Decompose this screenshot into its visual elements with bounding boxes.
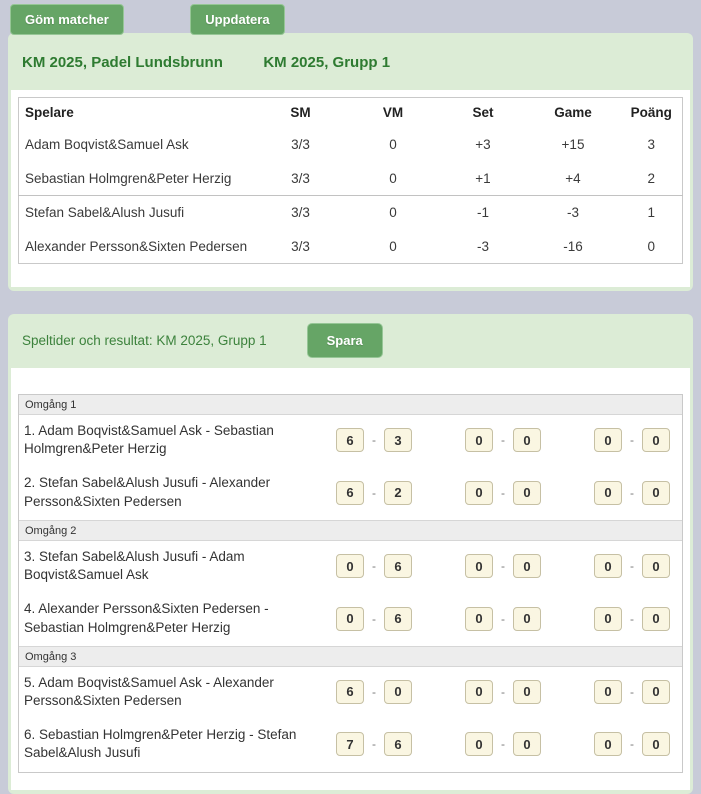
standings-cell-game: +15 [561,137,585,152]
score-dash: - [372,485,376,500]
standings-cell-set: +1 [475,170,491,186]
standings-cell-vm: 0 [346,196,441,230]
set-score-input[interactable] [384,732,412,756]
match-container [18,394,683,773]
standings-cell-player: Sebastian Holmgren&Peter Herzig [25,170,232,186]
set-group [465,554,541,578]
standings-cell-game: -16 [563,238,583,254]
set-score-input[interactable] [642,554,670,578]
score-dash: - [630,559,634,574]
set-score-input[interactable] [513,607,541,631]
standings-cell-sm: 3/3 [291,170,310,186]
standings-cell-player: Adam Boqvist&Samuel Ask [25,137,189,152]
set-score-input[interactable] [594,481,622,505]
set-score-input[interactable] [642,732,670,756]
score-dash: - [501,485,505,500]
set-score-input[interactable] [336,680,364,704]
set-group [336,732,412,756]
set-score-input[interactable] [384,607,412,631]
score-dash: - [630,485,634,500]
set-score-input[interactable] [594,732,622,756]
match-row [19,541,682,593]
standings-cell-poang: 3 [647,137,655,152]
set-score-input[interactable] [336,481,364,505]
set-score-input[interactable] [465,607,493,631]
standings-cell-vm: 0 [389,137,397,152]
standings-cell-vm: 0 [389,238,397,254]
set-group [336,428,412,452]
set-score-input[interactable] [336,732,364,756]
match-row [19,719,682,771]
standings-cell-set: -1 [441,196,526,230]
set-score-input[interactable] [642,481,670,505]
set-group [594,732,670,756]
score-dash: - [372,737,376,752]
set-score-input[interactable] [594,680,622,704]
score-dash: - [372,684,376,699]
standings-cell-poang: 1 [621,196,683,230]
group-title: KM 2025, Grupp 1 [263,54,391,71]
standings-row [19,230,683,264]
set-score-input[interactable] [594,607,622,631]
set-score-input[interactable] [465,428,493,452]
set-score-input[interactable] [513,732,541,756]
score-dash: - [630,611,634,626]
set-score-input[interactable] [642,680,670,704]
set-score-input[interactable] [336,607,364,631]
set-score-input[interactable] [513,680,541,704]
score-dash: - [630,684,634,699]
match-row [19,415,682,467]
standings-cell-set: -3 [476,238,489,254]
match-name: 2. Stefan Sabel&Alush Jusufi - Alexander Persson&Sixten Pedersen [24,475,271,509]
set-group [594,680,670,704]
set-score-input[interactable] [336,554,364,578]
set-group [465,607,541,631]
results-panel [8,314,693,794]
set-group [594,428,670,452]
standings-header-row [19,98,683,128]
match-row [19,593,682,645]
standings-cell-sm: 3/3 [256,196,346,230]
tournament-title: KM 2025, Padel Lundsbrunn [22,54,223,71]
set-score-input[interactable] [384,680,412,704]
standings-cell-vm: 0 [389,170,397,186]
match-name: 4. Alexander Persson&Sixten Pedersen - Sebastian Holmgren&Peter Herzig [24,601,269,635]
score-dash: - [372,433,376,448]
set-score-input[interactable] [465,732,493,756]
standings-row [19,196,683,230]
standings-cell-set: +3 [475,137,491,152]
set-group [465,428,541,452]
results-panel-header [11,314,690,368]
score-dash: - [501,737,505,752]
update-button[interactable]: Uppdatera [190,4,284,35]
standings-col-1: SM [290,105,311,121]
match-name: 6. Sebastian Holmgren&Peter Herzig - Stefan Sabel&Alush Jusufi [24,727,297,761]
score-dash: - [501,684,505,699]
score-dash: - [630,737,634,752]
score-dash: - [501,433,505,448]
set-score-input[interactable] [336,428,364,452]
round-header: Omgång 2 [19,520,682,541]
round-header: Omgång 1 [19,395,682,415]
set-score-input[interactable] [594,428,622,452]
set-score-input[interactable] [513,554,541,578]
standings-panel-body [11,90,690,287]
standings-col-0: Spelare [25,105,74,121]
results-title: Speltider och resultat: KM 2025, Grupp 1 [22,333,267,348]
hide-matches-button[interactable]: Göm matcher [10,4,124,35]
toolbar [0,0,701,33]
set-group [336,554,412,578]
score-dash: - [372,611,376,626]
set-score-input[interactable] [465,554,493,578]
standings-cell-sm: 3/3 [291,238,310,254]
set-score-input[interactable] [465,680,493,704]
standings-cell-poang: 2 [647,170,655,186]
score-dash: - [501,611,505,626]
set-score-input[interactable] [594,554,622,578]
round-header: Omgång 3 [19,646,682,667]
standings-table [18,97,683,264]
set-score-input[interactable] [513,481,541,505]
standings-panel [8,33,693,291]
set-score-input[interactable] [384,554,412,578]
set-score-input[interactable] [465,481,493,505]
set-score-input[interactable] [642,428,670,452]
standings-row [19,162,683,196]
standings-cell-game: +4 [565,170,581,186]
set-score-input[interactable] [384,428,412,452]
set-group [594,481,670,505]
set-group [465,481,541,505]
match-row [19,467,682,519]
set-group [465,680,541,704]
standings-cell-player: Stefan Sabel&Alush Jusufi [19,196,256,230]
standings-col-4: Game [554,105,592,121]
set-group [336,481,412,505]
set-score-input[interactable] [642,607,670,631]
score-dash: - [630,433,634,448]
set-score-input[interactable] [513,428,541,452]
match-name: 5. Adam Boqvist&Samuel Ask - Alexander Persson&Sixten Pedersen [24,674,274,708]
standings-panel-header [11,33,690,90]
set-score-input[interactable] [384,481,412,505]
standings-row [19,128,683,162]
set-group [336,607,412,631]
standings-col-5: Poäng [630,105,672,121]
standings-cell-player: Alexander Persson&Sixten Pedersen [25,238,248,254]
set-group [594,607,670,631]
standings-cell-poang: 0 [647,238,655,254]
set-group [594,554,670,578]
standings-col-2: VM [382,105,404,121]
save-button[interactable]: Spara [307,323,383,358]
results-panel-body [11,368,690,790]
score-dash: - [501,559,505,574]
set-group [465,732,541,756]
standings-body [19,128,683,264]
score-dash: - [372,559,376,574]
match-name: 3. Stefan Sabel&Alush Jusufi - Adam Boqvist&Samuel Ask [24,548,245,583]
set-group [336,680,412,704]
match-name: 1. Adam Boqvist&Samuel Ask - Sebastian Holmgren&Peter Herzig [24,423,274,457]
standings-cell-game: -3 [526,196,621,230]
standings-cell-sm: 3/3 [291,137,310,152]
standings-col-3: Set [472,105,494,121]
match-row [19,667,682,719]
